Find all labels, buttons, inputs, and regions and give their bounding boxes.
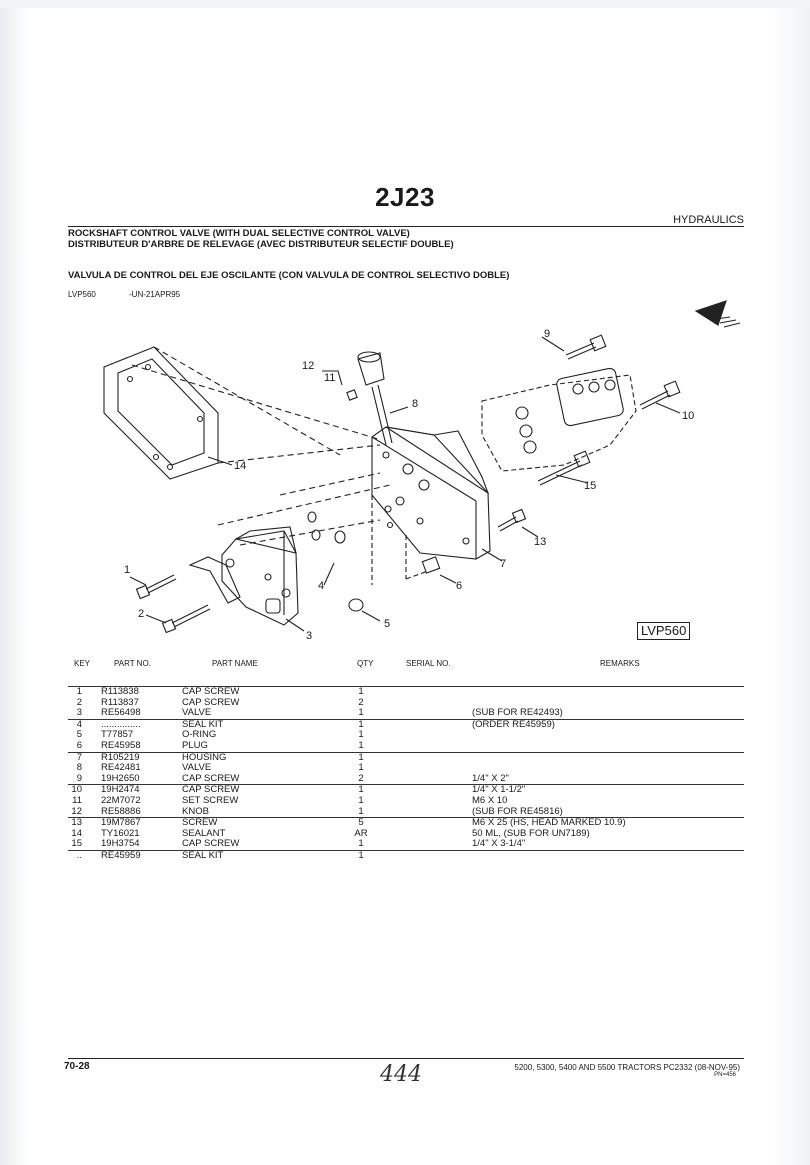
table-row: 15 19H3754 CAP SCREW 1 1/4" X 3-1/4" [71,838,526,850]
cap-screw-10 [640,381,680,413]
figure-date: -UN-21APR95 [129,290,181,299]
cap-screw-2 [146,605,210,633]
cap-screw-15 [538,451,590,485]
callout-1: 1 [124,564,131,576]
callout-5: 5 [384,618,391,630]
callout-10: 10 [682,410,695,422]
table-row: 6 RE45958 PLUG 1 [76,739,364,751]
exploded-view-diagram [90,295,750,655]
header-part-no: PART NO. [114,659,151,668]
title-rule [68,226,744,227]
header-qty: QTY [357,659,374,668]
o-ring-5 [349,599,380,621]
table-row: 12 RE58886 KNOB 1 (SUB FOR RE45816) [71,805,563,817]
header-key: KEY [74,659,91,668]
table-row: 14 TY16021 SEALANT AR 50 ML, (SUB FOR UN7189) [71,827,590,839]
page-number: 70-28 [64,1061,90,1072]
table-row: 1 R113838 CAP SCREW 1 [68,686,744,698]
callout-14: 14 [234,460,247,472]
header-remarks: REMARKS [600,659,640,668]
callout-15: 15 [584,480,597,492]
callout-3: 3 [306,630,313,642]
heading-french: DISTRIBUTEUR D'ARBRE DE RELEVAGE (AVEC DISTRIBUTEUR SELECTIF DOUBLE) [68,239,454,250]
cap-screw-9 [542,335,606,359]
table-row: 5 T77857 O-RING 1 [76,729,364,741]
callout-13: 13 [534,536,547,548]
callout-4: 4 [318,580,325,592]
valve-3 [190,527,304,631]
footer-rule [68,1058,744,1059]
callout-2: 2 [138,608,145,620]
table-row: 10 19H2474 CAP SCREW 1 1/4" X 1-1/2" [68,784,744,796]
table-row: 9 19H2650 CAP SCREW 2 1/4" X 2" [76,772,509,784]
callout-11: 11 [324,372,336,384]
figure-reference: LVP560 [68,290,96,299]
table-row: 8 RE42481 VALVE 1 [76,762,364,774]
screw-13 [498,509,538,537]
callout-6: 6 [456,580,463,592]
page-title: 2J23 [375,182,435,212]
selective-control-valve-detail [516,367,624,453]
header-part-name: PART NAME [212,659,258,668]
gasket-14 [104,347,232,479]
table-row: 13 19M7867 SCREW 5 M6 X 25 (HS, HEAD MARKED 10.9) [68,817,744,829]
seal-kit-4 [308,512,345,585]
plug-6 [422,557,456,583]
callout-7: 7 [500,558,507,570]
table-row: 11 22M7072 SET SCREW 1 M6 X 10 [72,794,508,806]
table-row: 2 R113837 CAP SCREW 2 [76,696,364,708]
cap-screw-1 [130,575,176,599]
table-row: 3 RE56498 VALVE 1 (SUB FOR RE42493) [76,707,563,719]
table-row: .. RE45959 SEAL KIT 1 [68,850,744,862]
footer-pn: PN=456 [714,1072,736,1078]
handwritten-number: 444 [380,1062,422,1087]
scan-edge [0,0,810,8]
heading-english: ROCKSHAFT CONTROL VALVE (WITH DUAL SELECTIVE CONTROL VALVE) [68,228,410,239]
callout-12: 12 [302,360,315,372]
callout-9: 9 [544,328,551,340]
section-label: HYDRAULICS [673,214,744,226]
table-row: 7 R105219 HOUSING 1 [68,752,744,764]
valve-8 [358,352,408,445]
table-row: 4 ............... SEAL KIT 1 (ORDER RE45959) [68,719,744,731]
housing-7 [372,427,502,561]
illustration-label: LVP560 [637,622,690,640]
footer-models: 5200, 5300, 5400 AND 5500 TRACTORS PC2332 (08-NOV-95) [514,1063,740,1072]
heading-spanish: VALVULA DE CONTROL DEL EJE OSCILANTE (CON VALVULA DE CONTROL SELECTIVO DOBLE) [68,270,510,281]
parts-table [68,686,744,862]
callout-8: 8 [412,398,419,410]
header-serial-no: SERIAL NO. [406,659,451,668]
direction-arrow-icon [696,301,740,327]
